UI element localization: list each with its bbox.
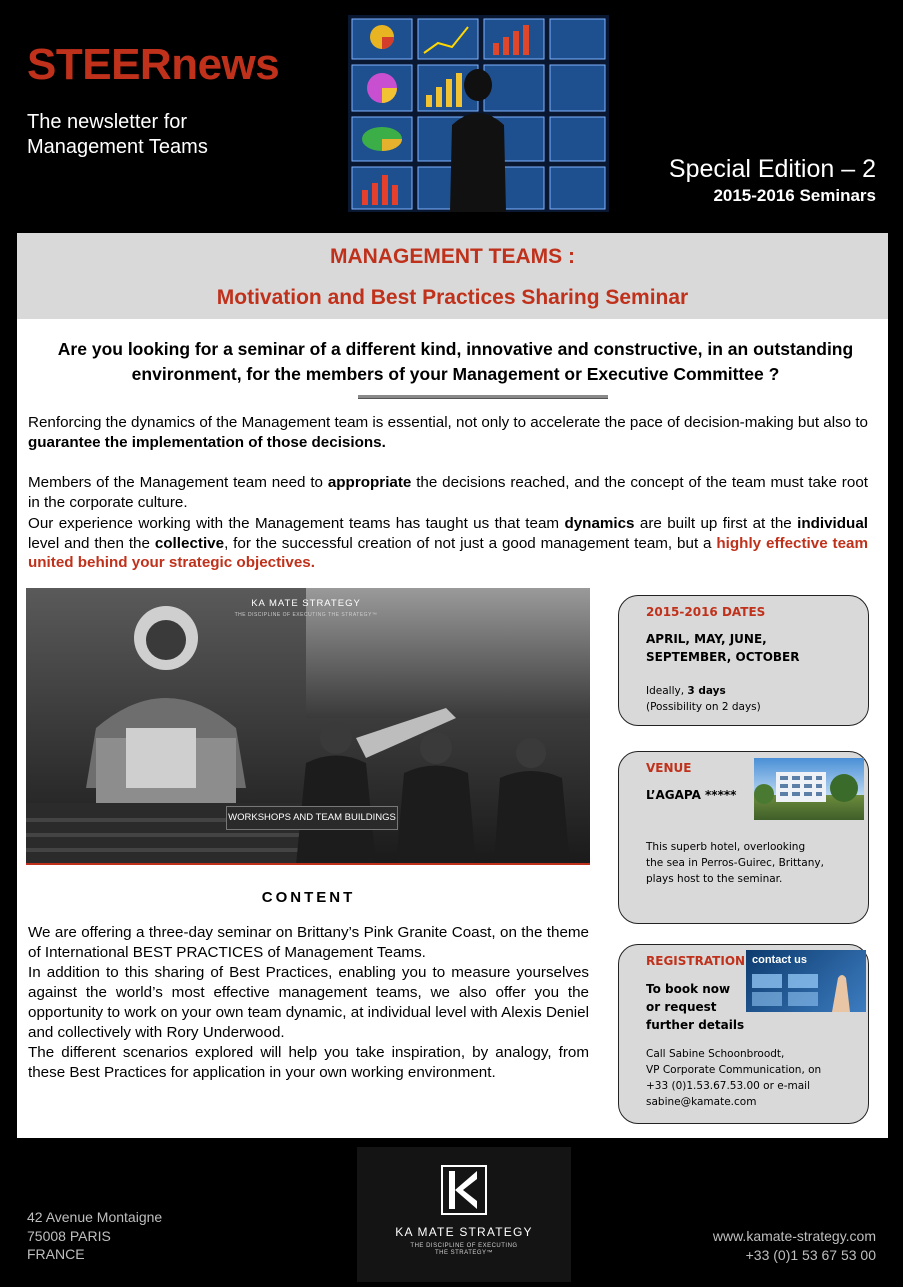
ka-mate-logo-icon	[441, 1165, 487, 1215]
p2-emphasis: appropriate	[327, 474, 412, 491]
p3-emph-individual: individual	[797, 515, 868, 532]
paragraph-1	[28, 413, 868, 452]
footer-contact	[713, 1227, 876, 1264]
paragraph-2	[28, 473, 868, 512]
seminar-photo	[26, 588, 590, 865]
registration-cta-1: To book now	[646, 982, 731, 996]
venue-name: L’AGAPA *****	[646, 788, 737, 802]
divider	[358, 395, 608, 399]
dates-ideally	[646, 684, 726, 700]
tagline-line2: Management Teams	[27, 136, 208, 158]
phone-number: +33 (0)1 53 67 53 00	[745, 1246, 876, 1263]
dates-title: 2015-2016 DATES	[646, 605, 766, 619]
logo-name: KA MATE STRATEGY	[395, 1225, 533, 1239]
content-heading: CONTENT	[261, 889, 356, 906]
p3-emph-dynamics: dynamics	[564, 515, 635, 532]
registration-cta-2: or request	[646, 1000, 717, 1014]
dates-possibility: (Possibility on 2 days)	[646, 701, 761, 713]
dates-months-1: APRIL, MAY, JUNE,	[646, 632, 767, 646]
venue-box	[618, 751, 869, 924]
intro-question: Are you looking for a seminar of a different kind, innovative and constructive, in an outstanding environment, for the members of your Management or Executive Committee ?	[57, 339, 854, 384]
p3-text-a: Our experience working with the Management teams has taught us that team	[28, 515, 565, 532]
p3-text-d: , for the successful creation of not just a good management team, but a	[224, 534, 717, 552]
logo-tag-line-2: THE STRATEGY™	[434, 1250, 494, 1256]
p3-emph-collective: collective	[154, 534, 225, 552]
dates-ideally-text: Ideally,	[646, 685, 688, 697]
contact-icons-illustration	[746, 968, 866, 1012]
registration-info-1: Call Sabine Schoonbroodt,	[646, 1048, 785, 1060]
content-para-1: We are offering a three-day seminar on Brittany’s Pink Granite Coast, on the theme of International BEST PRACTICES of Management Teams.	[28, 924, 589, 961]
hotel-illustration	[754, 758, 864, 820]
venue-desc-2: the sea in Perros-Guirec, Brittany,	[646, 857, 824, 869]
main-panel	[17, 233, 888, 1138]
page-subtitle: Motivation and Best Practices Sharing Seminar	[216, 286, 689, 309]
workshop-label: WORKSHOPS AND TEAM BUILDINGS	[226, 806, 398, 830]
footer-logo	[357, 1147, 571, 1282]
photo-brand: KA MATE STRATEGY	[251, 598, 361, 609]
registration-box	[618, 944, 869, 1124]
paragraph-3	[28, 514, 868, 573]
page-title: MANAGEMENT TEAMS :	[330, 245, 575, 268]
footer-address	[27, 1208, 162, 1264]
newsletter-brand: STEERnews	[27, 40, 280, 89]
title-band	[17, 233, 888, 319]
hotel-image	[754, 758, 864, 820]
registration-title: REGISTRATION	[646, 954, 746, 968]
newsletter-tagline	[27, 110, 287, 160]
content-para-3: The different scenarios explored will help you take inspiration, by analogy, from these Best Practices for application in your own working environment.	[28, 1044, 589, 1081]
p2-text-a: Members of the Management team need to	[28, 474, 328, 491]
registration-email[interactable]: sabine@kamate.com	[646, 1096, 757, 1108]
seminars-label: 2015-2016 Seminars	[713, 186, 876, 205]
venue-title: VENUE	[646, 761, 692, 775]
p3-text-c: level and then the	[28, 534, 155, 552]
header-image	[348, 15, 609, 212]
logo-tagline	[357, 1243, 571, 1257]
dates-days: 3 days	[687, 685, 726, 697]
venue-desc-1: This superb hotel, overlooking	[646, 841, 806, 853]
content-para-2: In addition to this sharing of Best Practices, enabling you to measure yourselves against the world’s most effective management teams, we also offer you the opportunity to work on your own team dynamic, at individual level with Alexis Deniel and collectively with Rory Underwood.	[28, 964, 589, 1041]
registration-info-2: VP Corporate Communication, on	[646, 1064, 822, 1076]
edition-label: Special Edition – 2	[668, 155, 876, 183]
p3-text-b: are built up first at the	[634, 515, 798, 532]
dates-box	[618, 595, 869, 726]
p2-text-b: the decisions reached, and the concept of the team must take root in the corporate culture.	[28, 474, 868, 511]
registration-info-3: +33 (0)1.53.67.53.00 or e-mail	[646, 1080, 811, 1092]
p1-emphasis: guarantee the implementation of those decisions.	[28, 433, 386, 451]
registration-cta-3: further details	[646, 1018, 745, 1032]
contact-us-text: contact us	[752, 954, 808, 966]
contact-us-image	[746, 950, 866, 1012]
dates-months-2: SEPTEMBER, OCTOBER	[646, 650, 800, 664]
logo-tag-line-1: THE DISCIPLINE OF EXECUTING	[410, 1243, 518, 1249]
venue-desc-3: plays host to the seminar.	[646, 873, 783, 885]
photo-underline	[26, 863, 590, 865]
address-line-1: 42 Avenue Montaigne	[27, 1209, 163, 1225]
photo-brand-sub: THE DISCIPLINE OF EXECUTING THE STRATEGY™	[234, 612, 378, 618]
content-body	[28, 923, 589, 1083]
p3-highlight: highly effective team united behind your strategic objectives.	[28, 534, 868, 571]
website-link[interactable]: www.kamate-strategy.com	[712, 1228, 876, 1244]
tagline-line1: The newsletter for	[27, 111, 188, 133]
screens-wall-illustration	[348, 15, 609, 212]
address-line-2: 75008 PARIS	[27, 1227, 111, 1244]
address-line-3: FRANCE	[27, 1246, 85, 1262]
p1-text: Renforcing the dynamics of the Management team is essential, not only to accelerate the pace of decision-making but also to	[28, 414, 868, 431]
